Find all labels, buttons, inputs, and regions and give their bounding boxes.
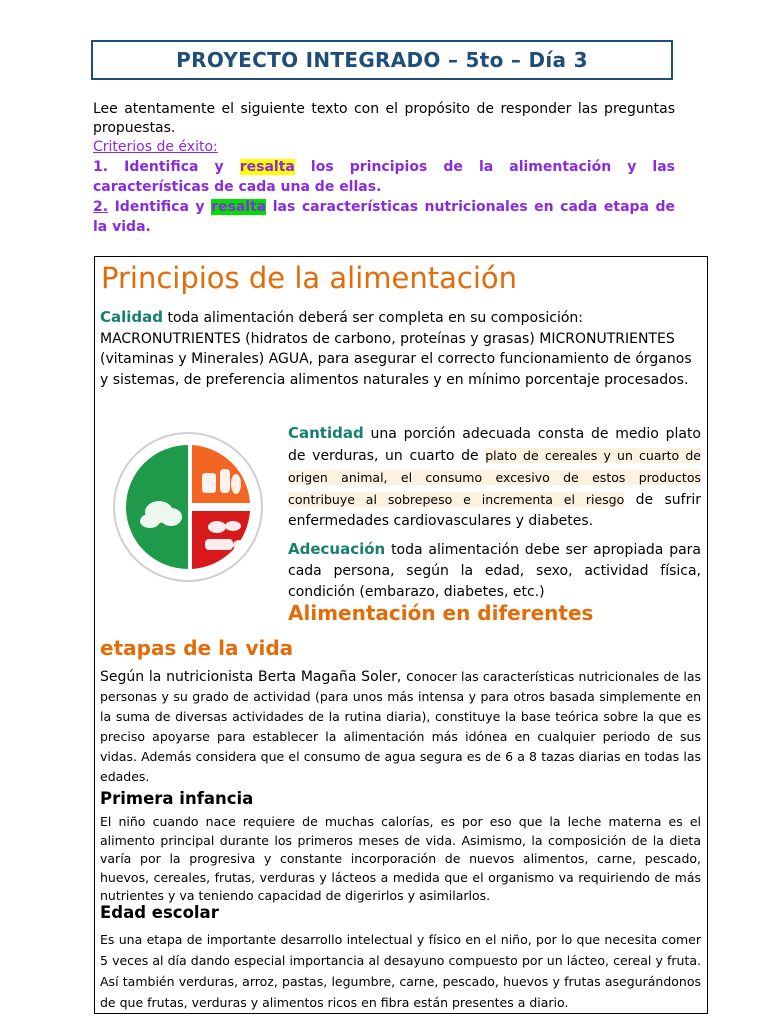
calidad-text: toda alimentación deberá ser completa en su composición: MACRONUTRIENTES (hidratos de carbono, proteínas y grasas) MICRONUTRIENTES (vitaminas y Minerales) AGUA, para asegurar el correcto funcionamiento de órganos y sistemas, de preferencia alimentos naturales y en mínimo porcentaje procesados. xyxy=(100,310,692,388)
etapas-heading-line2: etapas de la vida xyxy=(100,636,294,660)
cantidad-text-a: una porción adecuada consta de medio plato de verduras, un cuarto de xyxy=(288,426,701,464)
criteria-title: Criterios de éxito: xyxy=(93,139,218,155)
page-title xyxy=(91,40,673,80)
infancia-paragraph: El niño cuando nace requiere de muchas calorías, es por eso que la leche materna es el alimento principal durante los primeros meses de vida. Asimismo, la composición de la dieta varía por la progresiva y constante incorporación de nuevos alimentos, carne, pescado, huevos, cereales, frutas, verduras y lácteos a medida que el organismo va requiriendo de más nutrientes y va teniendo capacidad de digerirlos y asimilarlos. xyxy=(100,814,701,903)
principios-heading: Principios de la alimentación xyxy=(101,261,518,295)
calidad-paragraph xyxy=(100,307,700,390)
page-title-text: PROYECTO INTEGRADO – 5to – Día 3 xyxy=(176,48,588,72)
adecuacion-label: Adecuación xyxy=(288,540,386,558)
criteria-2-number: 2. xyxy=(93,199,109,215)
criteria-1-text-b: los principios de la alimentación y las características de cada una de ellas. xyxy=(93,159,676,195)
criteria-2-highlight: resalta xyxy=(211,199,267,215)
cantidad-paragraph xyxy=(288,423,701,532)
adecuacion-paragraph xyxy=(288,539,701,603)
criteria-1-highlight: resalta xyxy=(239,159,295,175)
cantidad-text-b: de sufrir enfermedades cardiovasculares y diabetes. xyxy=(288,492,702,529)
adecuacion-text: toda alimentación debe ser apropiada para cada persona, según la edad, sexo, actividad física, condición (embarazo, diabetes, etc.) xyxy=(288,542,701,600)
criteria-item-1 xyxy=(93,157,675,197)
etapas-paragraph xyxy=(100,667,701,787)
infancia-heading: Primera infancia xyxy=(100,789,254,808)
cantidad-text-highlight: plato de cereales y un cuarto de origen animal, el consumo excesivo de estos productos contribuye al sobrepeso e incrementa el riesgo xyxy=(288,448,701,507)
criteria-2-text-a: Identifica y xyxy=(114,199,205,215)
criteria-item-2 xyxy=(93,197,675,237)
etapas-heading-line1: Alimentación en diferentes xyxy=(288,601,594,625)
calidad-label: Calidad xyxy=(100,308,164,326)
cantidad-label: Cantidad xyxy=(288,424,364,442)
criteria-2-text-b: las características nutricionales en cada etapa de la vida. xyxy=(93,199,676,235)
intro-section xyxy=(93,100,675,237)
intro-text: Lee atentamente el siguiente texto con el propósito de responder las preguntas propuestas. xyxy=(93,101,675,136)
content-box xyxy=(94,256,708,1014)
etapas-lead: Según la nutricionista Berta Magaña Soler, c xyxy=(100,669,414,685)
escolar-heading: Edad escolar xyxy=(100,903,219,922)
etapas-text: onocer las características nutricionales de las personas y su grado de actividad (para unos más intensa y para otros basada simplemente en la suma de diversas actividades de la rutina diaria), constituye la base teórica sobre la que es preciso apoyarse para establecer la alimentación más idónea en cualquier periodo de sus vidas. Además considera que el consumo de agua segura es de 6 a 8 tazas diarias en todas las edades. xyxy=(100,669,701,784)
nutrition-plate-icon xyxy=(99,429,277,585)
escolar-paragraph: Es una etapa de importante desarrollo intelectual y físico en el niño, por lo que necesita comer 5 veces al día dando especial importancia al desayuno compuesto por un lácteo, cereal y fruta. Así también verduras, arroz, pastas, legumbre, carne, pescado, huevos y frutas asegurándonos de que frutas, verduras y alimentos ricos en fibra están presentes a diario. xyxy=(100,932,701,1010)
criteria-1-text-a: Identifica y xyxy=(124,159,224,175)
criteria-1-number: 1. xyxy=(93,159,109,175)
